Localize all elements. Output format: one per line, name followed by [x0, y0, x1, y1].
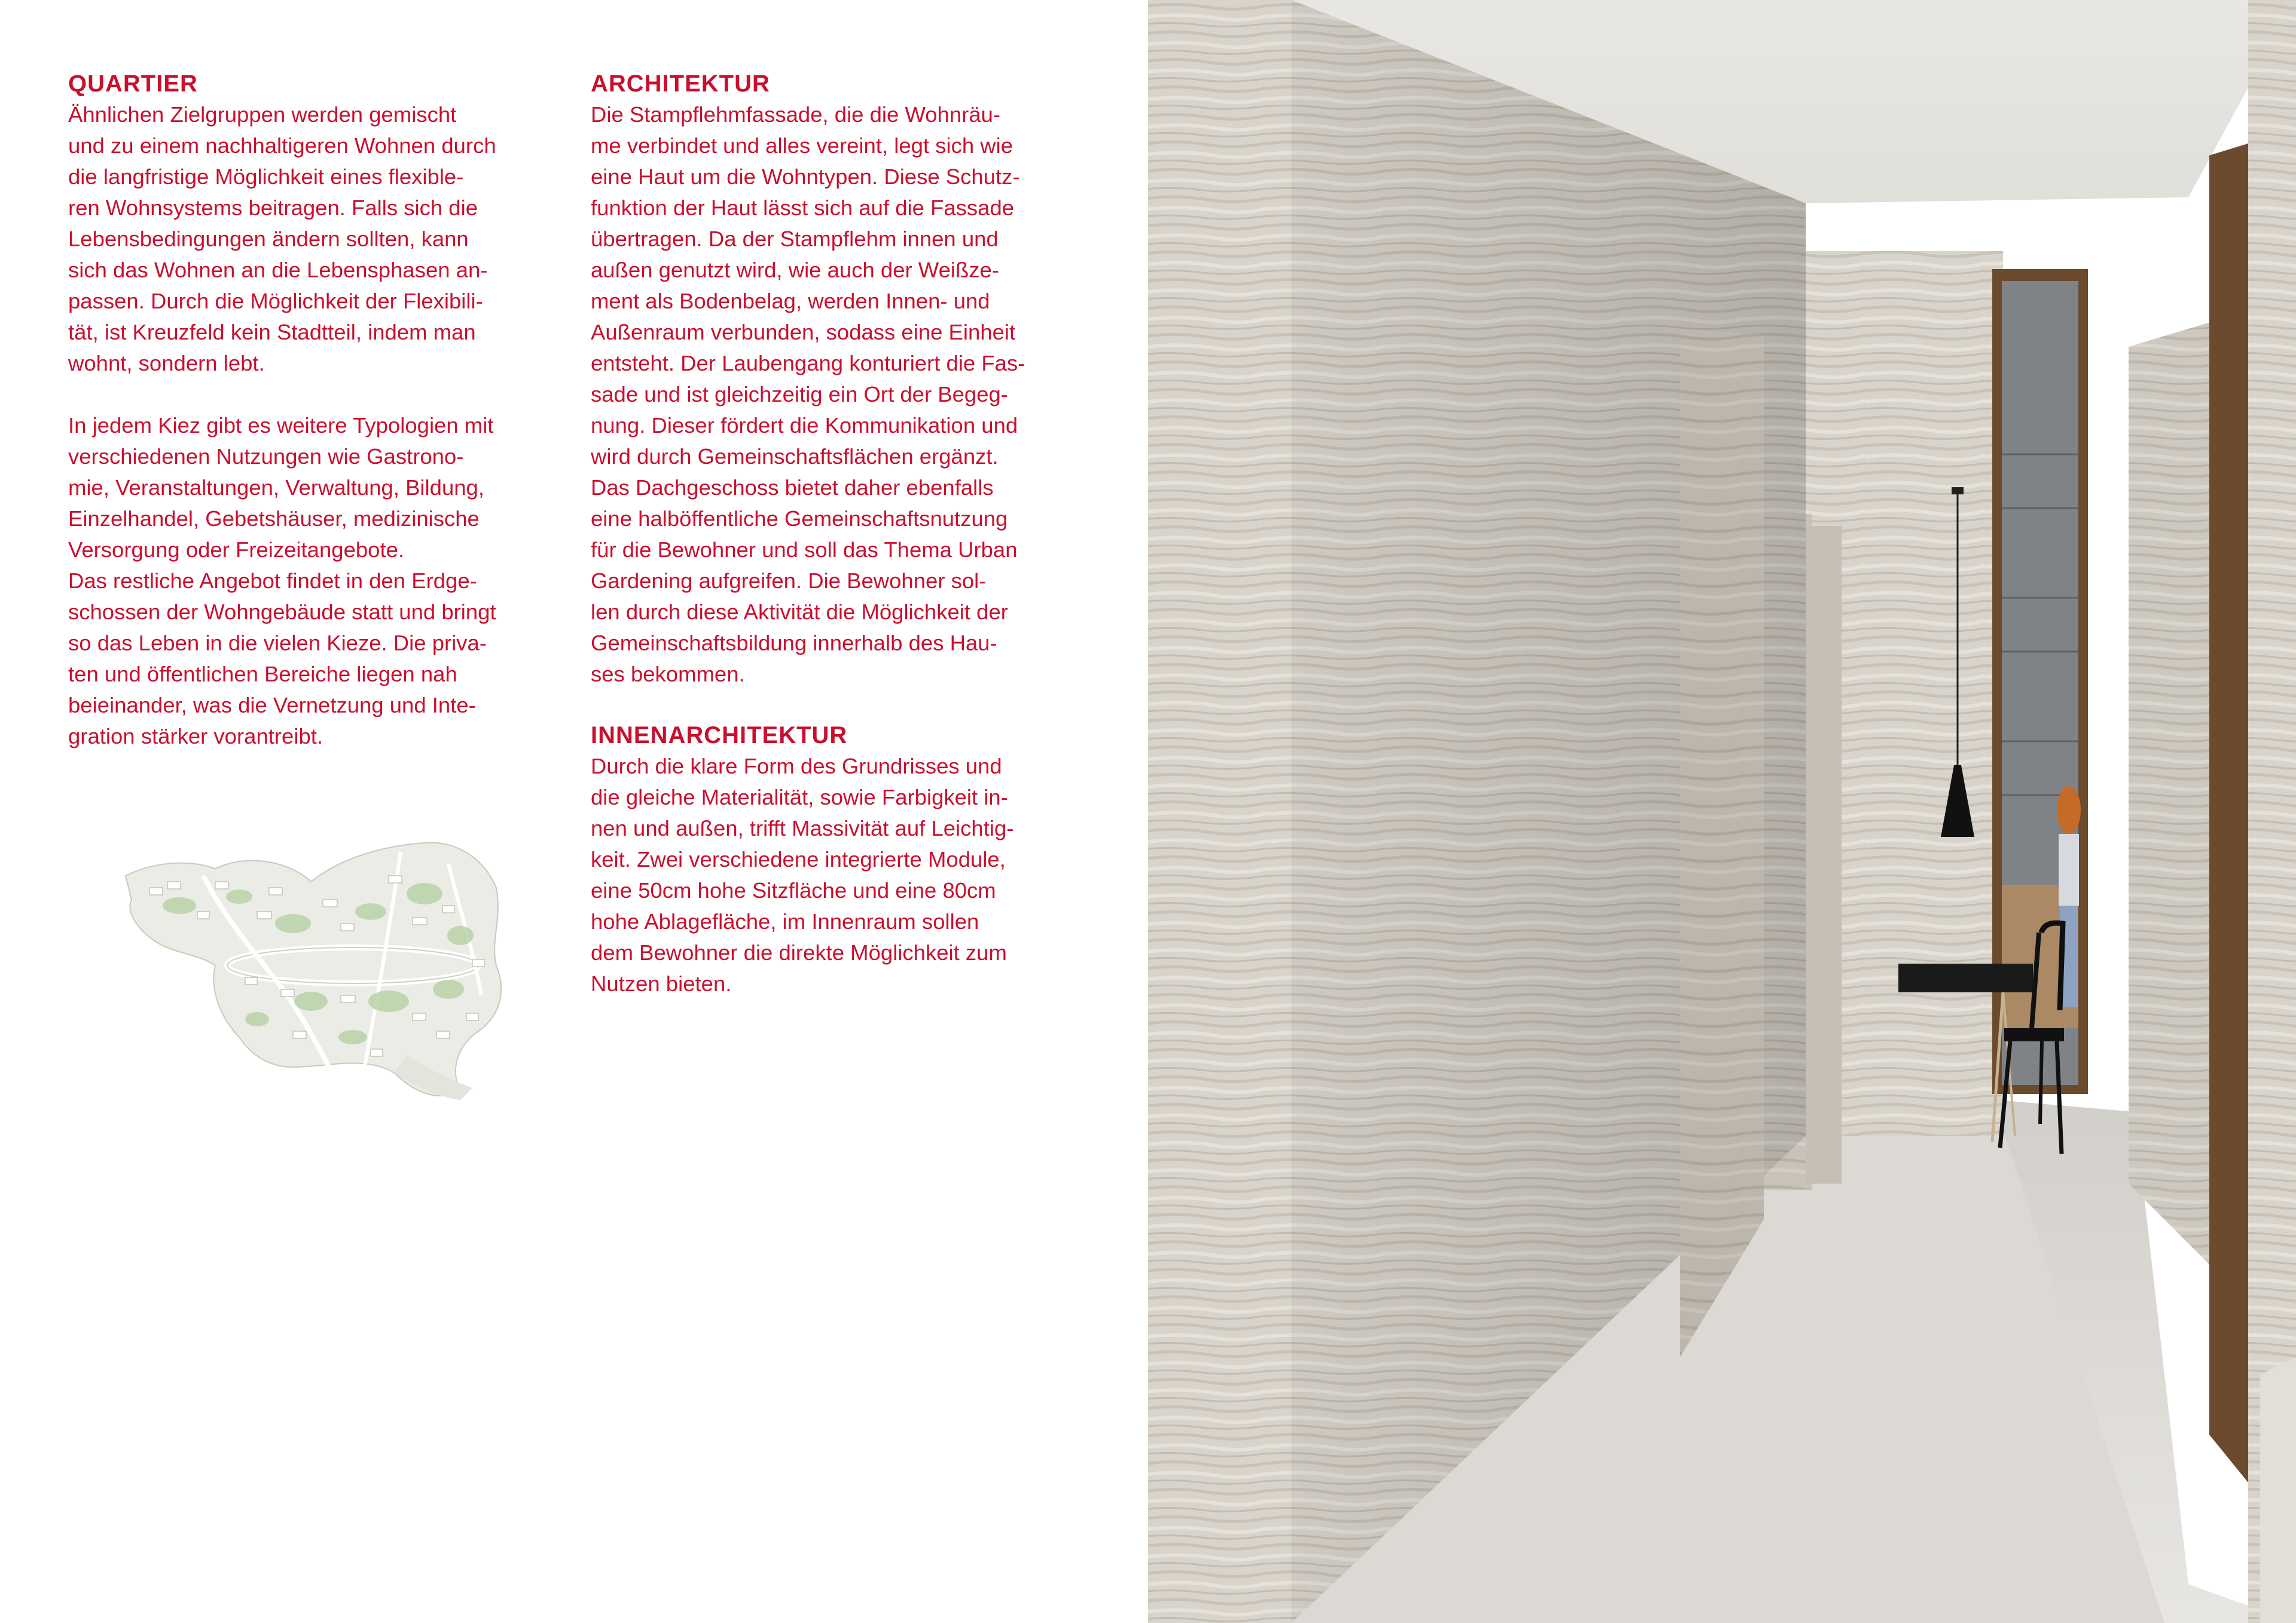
quartier-heading: QUARTIER: [68, 71, 198, 97]
site-plan-drawing: [114, 840, 520, 1103]
innenarchitektur-paragraph: Durch die klare Form des Grundrisses und die gleiche Materialität, sowie Farbigkeit in- nen und außen, trifft Massivität auf Leichtig- keit. Zwei verschiedene integrierte Module, eine 50cm hohe Sitzfläche und eine 80cm hohe Ablagefläche, im Innenraum sollen dem Bewohner die direkte Möglichkeit zum Nutzen bieten.: [591, 754, 1014, 996]
quartier-paragraph-2: In jedem Kiez gibt es weitere Typologien mit verschiedenen Nutzungen wie Gastrono- mie, Veranstaltungen, Verwaltung, Bildung, Einzelhandel, Gebetshäuser, medizinische Versorgung oder Freizeitangebote.: [68, 413, 494, 562]
quartier-paragraph-1: Ähnlichen Zielgruppen werden gemischt und zu einem nachhaltigeren Wohnen durch die langfristige Möglichkeit eines flexible- ren Wohnsystems beitragen. Falls sich die Lebensbedingungen ändern sollten, kann sich das Wohnen an die Lebensphasen an- passen. Durch die Möglichkeit der Flexibili- tät, ist Kreuzfeld kein Stadtteil, indem man wohnt, sondern lebt.: [68, 102, 496, 375]
site-plan-map: [114, 840, 520, 1103]
architektur-heading: ARCHITEKTUR: [591, 71, 770, 97]
corridor-render: [1148, 0, 2296, 1623]
quartier-column: [68, 66, 555, 752]
innenarchitektur-heading: INNENARCHITEKTUR: [591, 722, 848, 748]
architektur-paragraph: Die Stampflehmfassade, die die Wohnräu- me verbindet und alles vereint, legt sich wie eine Haut um die Wohntypen. Diese Schutz- funktion der Haut lässt sich auf die Fassade übertragen. Da der Stampflehm innen und außen genutzt wird, wie auch der Weißze- ment als Bodenbelag, werden Innen- und Außenraum verbunden, sodass eine Einheit entsteht. Der Laubengang konturiert die Fas- sade und ist gleichzeitig ein Ort der Begeg- nung. Dieser fördert die Kommunikation und wird durch Gemeinschaftsflächen ergänzt. Das Dachgeschoss bietet daher ebenfalls eine halböffentliche Gemeinschaftsnutzung für die Bewohner und soll das Thema Urban Gardening aufgreifen. Die Bewohner sol- len durch diese Aktivität die Möglichkeit der Gemeinschaftsbildung innerhalb des Hau- ses bekommen.: [591, 102, 1025, 686]
quartier-paragraph-3: Das restliche Angebot findet in den Erdge- schossen der Wohngebäude statt und bringt so das Leben in die vielen Kieze. Die priva- ten und öffentlichen Bereiche liegen nah beieinander, was die Vernetzung und Inte- gration stärker vorantreibt.: [68, 568, 496, 748]
architektur-column: [591, 66, 1078, 1000]
interior-render-image: [1148, 0, 2296, 1623]
